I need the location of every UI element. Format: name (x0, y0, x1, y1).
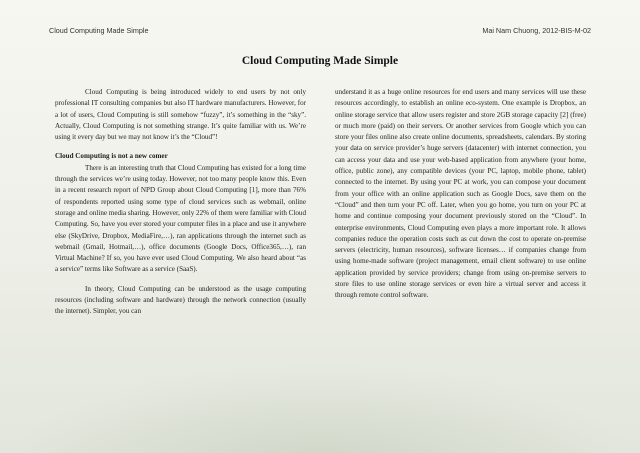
theory-paragraph: In theory, Cloud Computing can be understood as the usage computing resources (including software and hardware) through the network connection (usually the internet). Simpler, you can (55, 284, 306, 316)
header-doc-title: Cloud Computing Made Simple (49, 26, 149, 35)
header-author: Mai Nam Chuong, 2012-BIS-M-02 (482, 26, 591, 35)
right-column (335, 87, 586, 387)
intro-paragraph: Cloud Computing is being introduced widely to end users by not only professional IT consulting companies but also IT hardware manufacturers. However, for a lot of users, Cloud Computing is still somehow “fuzzy”, it’s something in the “sky”. Actually, Cloud Computing is not something strange. It’s quite familiar with us. We’re using it every day but we may not know it’s the “Cloud”! (55, 88, 306, 142)
left-column (55, 87, 306, 397)
section-paragraph: There is an interesting truth that Cloud Computing has existed for a long time through the services we’re using today. However, not too many people know this. Even in a recent research report of NPD Group about Cloud Computing [1], more than 76% of respondents reported using some type of cloud services such as webmail, online storage and online media sharing. However, only 22% of them were familiar with Cloud Computing. So, have you ever stored your computer files in a place and use it anywhere else (SkyDrive, Dropbox, MediaFire,…), ran applications through the internet such as webmail (Gmail, Hotmail,…), office documents (Google Docs, Office365,…), ran Virtual Machine? If so, you have ever used Cloud Computing. We also heard about “as a service” terms like Software as a service (SaaS). (55, 163, 306, 274)
article-title: Cloud Computing Made Simple (241, 55, 399, 67)
continued-paragraph: understand it as a huge online resources for end users and many services will use these resources accordingly, to establish an online eco-system. One example is Dropbox, an online storage service that allow users register and store 2GB storage capacity [2] (free) or much more (paid) on their servers. Or another services from Google which you can store your files online also create online documents, spreadsheets, calendars. By storing your data on service provider’s huge servers (datacenter) with internet connection, you can access your data and use your web-based application from anywhere (your home, office, public zone), any compatible devices (your PC, laptop, mobile phone, tablet) connected to the internet. By using your PC at work, you can compose your document from your office with an online application such as Google Docs, save them on the “Cloud” and then turn your PC off. Later, when you go home, you turn on your PC at home and continue composing your document previously stored on the “Cloud”. In enterprise environments, Cloud Computing even plays a more important role. It allows companies reduce the operation costs such as cut down the cost to operate on-premise servers (electricity, human resources), software licenses… if companies change from using home-made software (project management, email client software) to use online application provided by service providers; change from using on-premise servers to store files to use online storage services or even hire a virtual server and access it through remote control software. (335, 88, 586, 300)
page-header (49, 26, 591, 38)
section-heading: Cloud Computing is not a new comer (55, 152, 168, 161)
